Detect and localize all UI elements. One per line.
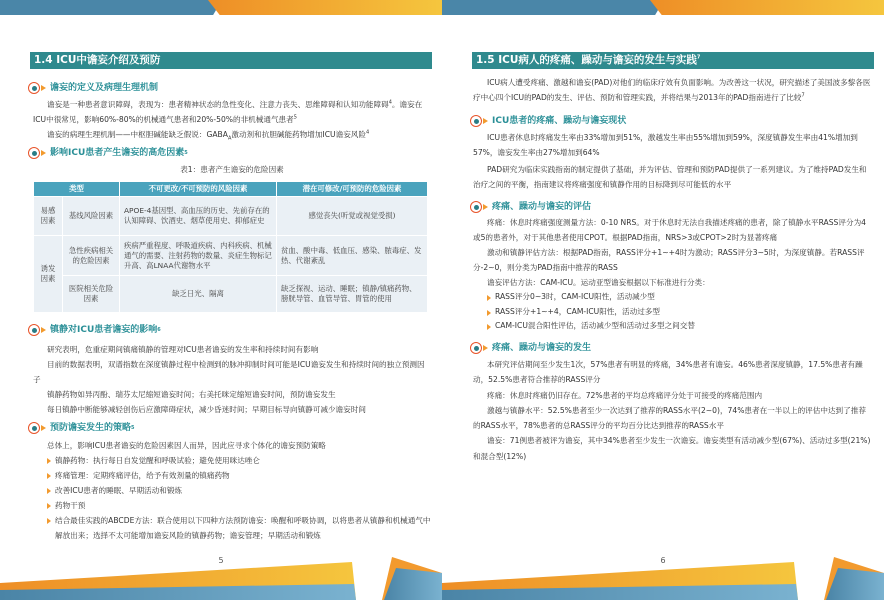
page-6 [442, 0, 884, 600]
list-item: 疼痛管理：定期疼痛评估，给予有效剂量的镇痛药物 [45, 468, 431, 483]
assessment-text: 疼痛：休息时疼痛强度测量方法：0-10 NRS。对于休息时无法自我描述疼痛的患者，除了镇静水平RASS评分为4或5的患者外，对于其他患者使用CPOT。根据PAD指南，NRS>3或CPOT>2时为显著疼痛 激动和镇静评估方法：根据PAD指南，RASS评分+1~+4时为激动；RASS评分3~5时，为深度镇静。若RASS评分-2~0，则分类为PAD指南中推荐的RASS 谵妄评估方法：CAM-ICU。运动亚型谵妄根据以下标准进行分类： RASS评分0~3时，CAM-ICU阳性，活动减少型 RASS评分+1~+4，CAM-ICU阳性，活动过多型 CAM-ICU混合阳性评估，活动减少型和活动过多型之间交替 [473, 215, 871, 334]
bullet-ring-icon [28, 82, 40, 94]
top-band-orange [208, 0, 442, 15]
list-item: 结合最佳实践的ABCDE方法：联合使用以下四种方法预防谵妄：唤醒和呼吸协调，以将患者从镇静和机械通气中解放出来；选择不太可能增加谵妄风险的镇静药物；谵妄管理；早期活动和锻炼 [45, 513, 431, 543]
heading-assessment: 疼痛、躁动与谵妄的评估 [470, 200, 591, 214]
page-number: 5 [218, 556, 224, 565]
table-header-row: 类型 不可更改/不可预防的风险因素 潜在可修改/可预防的危险因素 [34, 182, 428, 197]
bullet-ring-icon [470, 115, 482, 127]
status-text: ICU患者休息时疼痛发生率由33%增加到51%，激越发生率由55%增加到59%，深度镇静发生率由41%增加到57%，谵妄发生率由27%增加到64% PAD研究为临床实践指南的制定提供了基础，并为评估、管理和预防PAD提供了一系列建议。为了维持PAD发生和治疗之间的平衡，指南建议将疼痛强度和镇静作用的目标降到尽可能低的水平 [473, 133, 867, 189]
bullet-ring-icon [470, 342, 482, 354]
prevention-text: 总体上，影响ICU患者谵妄的危险因素因人而异，因此应寻求个体化的谵妄预防策略 镇静药物：执行每日自发觉醒和呼吸试验；避免使用咪达唑仑 疼痛管理：定期疼痛评估，给予有效剂量的镇痛药物 改善ICU患者的睡眠、早期活动和锻炼 药物干预 结合最佳实践的ABCDE方法：联合使用以下四种方法预防谵妄：唤醒和呼吸协调，以将患者从镇静和机械通气中解放出来；选择不太可能增加谵妄风险的镇静药物；谵妄管理；早期活动和锻炼 [33, 438, 431, 543]
arrow-icon [483, 345, 488, 351]
heading-delirium-definition: 谵妄的定义及病理生理机制 [28, 81, 158, 95]
heading-sedation-impact: 镇静对ICU患者谵妄的影响 6 [28, 323, 161, 337]
bottom-decoration [0, 540, 442, 600]
page-number: 6 [660, 556, 666, 565]
list-item: RASS评分+1~+4，CAM-ICU阳性，活动过多型 [485, 305, 871, 320]
arrow-icon [41, 150, 46, 156]
sedation-text: 研究表明，危重症期间镇痛镇静的管理对ICU患者谵妄的发生率和持续时间有影响 目前的数据表明，双谱指数在深度镇静过程中检测到的脉冲抑制时间可能是ICU谵妄发生和持续时间的独立预测因子 镇静药物如异丙酚、瑞芬太尼缩短谵妄时间；右美托咪定缩短谵妄时间，预防谵妄发生 每日镇静中断能够减轻创伤后应激障碍症状，减少昏迷时间；早期目标导向镇静可减少谵妄时间 [33, 345, 425, 414]
definition-text: 谵妄是一种患者意识障碍，表现为：患者精神状态的急性变化、注意力丧失、思维障碍和认知功能障碍$^4$。谵妄在ICU中很常见，影响60%-80%的机械通气患者和20%-50%的非机械通气患者$^5$ 谵妄的病理生理机制——中枢胆碱能缺乏假说：$GABA_A$激动剂和抗胆碱能药物增加ICU谵妄风险$^4$ [33, 99, 423, 142]
bullet-ring-icon [28, 147, 40, 159]
arrow-icon [483, 204, 488, 210]
intro-text: ICU病人遭受疼痛、激越和谵妄(PAD)对他们的临床疗效有负面影响。为改善这一状况，研究描述了美国波多黎各医疗中心四个ICU的PAD的发生、评估、预防和管理实践，并将结果与2013年的PAD指南进行了比较$^7$ [473, 78, 871, 102]
bullet-ring-icon [28, 324, 40, 336]
arrow-icon [41, 425, 46, 431]
list-item: 改善ICU患者的睡眠、早期活动和锻炼 [45, 483, 431, 498]
arrow-icon [41, 327, 46, 333]
occurrence-text: 本研究评估期间至少发生1次，57%患者有明显的疼痛，34%患者有谵妄。46%患者深度镇静，17.5%患者有躁动，52.5%患者符合推荐的RASS评分 疼痛：休息时疼痛仍旧存在。72%患者的平均总疼痛评分处于可接受的疼痛范围内 激越与镇静水平：52.5%患者至少一次达到了推荐的RASS水平(2~0)，74%患者在一半以上的评估中达到了推荐的RASS水平，78%患者的总RASS评分的平均百分比达到推荐的RASS水平 谵妄：71例患者被评为谵妄，其中34%患者至少发生一次谵妄。谵妄类型有活动减少型(67%)、活动过多型(21%)和混合型(12%) [473, 360, 871, 461]
risk-factor-table [33, 181, 428, 313]
top-band-orange [650, 0, 884, 15]
bullet-ring-icon [470, 201, 482, 213]
top-band-blue [0, 0, 222, 15]
table-row: 医院相关危险因素 缺乏日光、隔离 缺乏探视、运动、睡眠；镇静/镇痛药物、膀胱导管、血管导管、胃管的使用 [34, 276, 428, 313]
heading-risk-factors: 影响ICU患者产生谵妄的高危因素 5 [28, 146, 188, 160]
arrow-icon [483, 118, 488, 124]
top-band-blue [442, 0, 664, 15]
heading-prevention-strategy: 预防谵妄发生的策略 5 [28, 421, 135, 435]
list-item: 镇静药物：执行每日自发觉醒和呼吸试验；避免使用咪达唑仑 [45, 453, 431, 468]
bullet-ring-icon [28, 422, 40, 434]
table-caption: 表1：患者产生谵妄的危险因素 [180, 165, 284, 174]
heading-occurrence: 疼痛、躁动与谵妄的发生 [470, 341, 591, 355]
list-item: 药物干预 [45, 498, 431, 513]
table-row: 易感因素 基线风险因素 APOE-4基因型、高血压的历史、先前存在的认知障碍、饮酒史、烟草使用史、抑郁症史 感觉丧失(听觉或视觉受损) [34, 197, 428, 236]
heading-current-status: ICU患者的疼痛、躁动与谵妄现状 [470, 114, 626, 128]
table-row: 诱发因素 急性疾病相关的危险因素 疾病严重程度、呼吸道疾病、内科疾病、机械通气的需要、注射药物的数量、炎症生物标记升高、高LNAA代谢物水平 贫血、酸中毒、低血压、感染、脓毒症、发热、代谢紊乱 [34, 236, 428, 276]
arrow-icon [41, 85, 46, 91]
bottom-decoration [442, 540, 884, 600]
list-item: CAM-ICU混合阳性评估，活动减少型和活动过多型之间交替 [485, 319, 871, 334]
section-title-bar: 1.4 ICU中谵妄介绍及预防 [30, 52, 432, 69]
section-title-bar: 1.5 ICU病人的疼痛、躁动与谵妄的发生与实践$^7$ [472, 52, 874, 69]
list-item: RASS评分0~3时，CAM-ICU阳性，活动减少型 [485, 290, 871, 305]
